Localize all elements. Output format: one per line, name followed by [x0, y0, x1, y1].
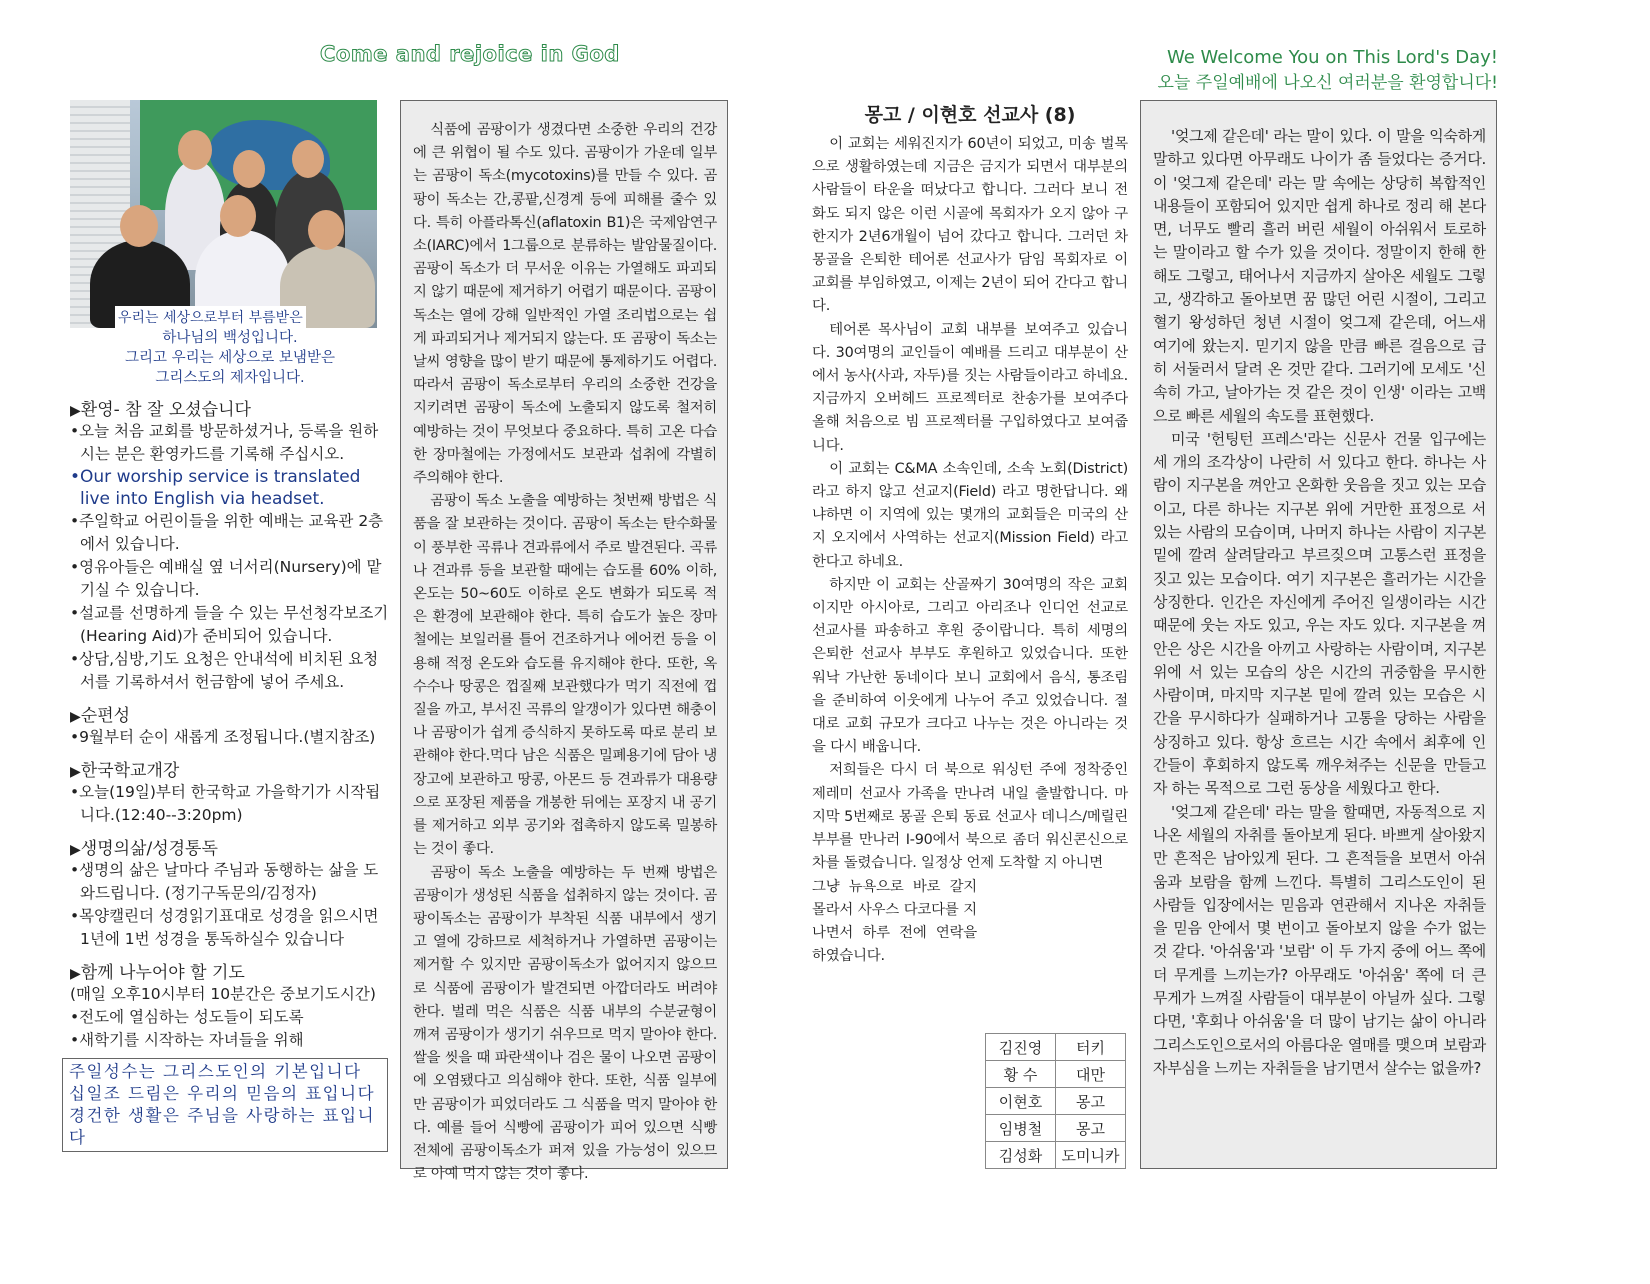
section-title-prayer: [70, 958, 390, 983]
announcement-item: •영유아들은 예배실 옆 너서리(Nursery)에 맡기실 수 있습니다.: [70, 558, 382, 599]
triangle-icon: ▶: [70, 403, 81, 419]
announcement-item: •오늘 처음 교회를 방문하셨거나, 등록을 원하시는 분은 환영카드를 기록해 주십시오.: [70, 422, 379, 463]
section-title-cell: [70, 701, 390, 726]
triangle-icon: ▶: [70, 966, 81, 982]
announcement-item-english: •Our worship service is translated live into English via headset.: [70, 467, 361, 509]
article-paragraph: 곰팡이 독소 노출을 예방하는 두 번째 방법은 곰팡이가 생성된 식품을 섭취하지 않는 것이다. 곰팡이독소는 곰팡이가 부착된 식품 내부에서 생기고 열에 강하므로 세척하거나 가열하면 곰팡이는 제거할 수 있지만 곰팡이독소가 없어지지 않으므로 식품에 곰팡이가 발견되면 아깝더라도 버려야 한다. 벌레 먹은 식품은 식품 내부의 수분균형이 깨져 곰팡이가 생기기 쉬우므로 먹지 말아야 한다. 쌀을 씻을 때 파란색이나 검은 물이 나오면 곰팡이에 오염됐다고 의심해야 한다. 또한, 식품 일부에만 곰팡이가 피었더라도 그 식품을 먹지 말아야 한다. 예를 들어 식빵에 곰팡이가 피어 있으면 식빵 전체에 곰팡이독소가 퍼져 있을 가능성이 있으므로 아예 먹지 않는 것이 좋다.: [413, 864, 717, 1183]
creed-box: [62, 1058, 388, 1152]
health-article: [400, 100, 728, 1183]
missionary-country: 대만: [1056, 1061, 1126, 1088]
announcement-item: •설교를 선명하게 들을 수 있는 무선청각보조기(Hearing Aid)가 준비되어 있습니다.: [70, 604, 389, 645]
prayer-item: •새학기를 시작하는 자녀들을 위해: [70, 1031, 304, 1049]
table-row: [986, 1061, 1126, 1088]
section-title-welcome: [70, 395, 390, 420]
triangle-icon: ▶: [70, 764, 81, 780]
announcement-item: •주일학교 어린이들을 위한 예배는 교육관 2층에서 있습니다.: [70, 512, 384, 553]
section-title-text: 순편성: [80, 706, 131, 726]
mission-title: 몽고 / 이현호 선교사 (8): [864, 104, 1076, 126]
missionary-name: 김진영: [986, 1034, 1056, 1061]
photo-caption-line: 그리고 우리는 세상으로 보냄받은: [125, 350, 335, 366]
announcements-column: [70, 100, 390, 1152]
missionary-name: 임병철: [986, 1115, 1056, 1142]
missionary-name: 황 수: [986, 1061, 1056, 1088]
article-paragraph: 이 교회는 세워진지가 60년이 되었고, 미송 벌목으로 생활하였는데 지금은 금지가 되면서 대부분의 사람들이 타운을 떠났다고 합니다. 그러다 보니 전화도 되지 않은 이런 시골에 목회자가 오지 않아 구한지가 2년6개월이 넘어 갔다고 합니다. 그러던 차 몽골을 은퇴한 테어론 선교사가 담임 목회자로 이 교회를 부임하였고, 이제는 2년이 되어 간다고 합니다.: [812, 136, 1128, 315]
welcome-korean: 오늘 주일예배에 나오신 여러분을 환영합니다!: [1157, 73, 1498, 93]
section-title-text: 환영- 참 잘 오셨습니다: [80, 400, 251, 420]
photo-caption-line: 하나님의 백성입니다.: [162, 330, 298, 346]
article-paragraph: 이 교회는 C&MA 소속인데, 소속 노회(District)라고 하지 않고 선교지(Field) 라고 명한답니다. 왜냐하면 이 지역에 있는 몇개의 교회들은 미국의 산지 오지에서 사역하는 선교지(Mission Field) 라고 한다고 하네요.: [812, 460, 1128, 570]
article-paragraph: '엊그제 같은데' 라는 말을 할때면, 자동적으로 지나온 세월의 자취를 돌아보게 된다. 바쁘게 살아왔지만 흔적은 남아있게 된다. 그 흔적들을 보면서 아쉬움과 보람을 함께 느낀다. 특별히 그리스도인이 된 사람들 입장에서는 믿음과 연관해서 지나온 자취들을 믿음 안에서 몇 번이고 돌아보지 않을 수가 없는 것 같다. '아쉬움'과 '보람' 이 두 가지 중에 어느 쪽에 더 무게를 느끼는가? 아무래도 '아쉬움' 쪽에 더 큰 무게가 느껴질 사람들이 대부분이 아닐까 싶다. 그렇다면, '후회나 아쉬움'을 더 많이 남기는 삶이 아니라 그리스도인으로서의 아름다운 열매를 맺으며 보람과 자부심을 느끼는 자취들을 남기면서 살수는 없을까?: [1153, 802, 1486, 1077]
article-paragraph: 곰팡이 독소 노출을 예방하는 첫번째 방법은 식품을 잘 보관하는 것이다. 곰팡이 독소는 탄수화물이 풍부한 곡류나 견과류에서 주로 발견된다. 곡류나 견과류 등을 보관할 때에는 습도를 60% 이하, 온도는 50~60도 이하로 온도 변화가 되도록 적은 환경에 보관해야 한다. 특히 습도가 높은 장마철에는 보일러를 틀어 건조하거나 에어컨 등을 이용해 적정 온도와 습도를 유지해야 한다. 또한, 옥수수나 땅콩은 껍질째 보관했다가 먹기 직전에 껍질을 까고, 부서진 곡류의 알갱이가 있다면 해충이나 곰팡이가 쉽게 증식하지 못하도록 따로 분리 보관해야 한다.먹다 남은 식품은 밀폐용기에 담아 냉장고에 보관하고 땅콩, 아몬드 등 견과류가 대용량으로 포장된 제품을 개봉한 뒤에는 포장지 내 공기를 제거하고 외부 공기와 접촉하지 않도록 밀봉하는 것이 좋다.: [413, 493, 717, 858]
creed-line: 경건한 생활은 주님을 사랑하는 표입니다: [69, 1106, 376, 1147]
triangle-icon: ▶: [70, 842, 81, 858]
prayer-note: (매일 오후10시부터 10분간은 중보기도시간): [70, 985, 376, 1003]
mission-article: [812, 100, 1128, 968]
triangle-icon: ▶: [70, 709, 81, 725]
header-right: [1158, 47, 1498, 93]
welcome-english: We Welcome You on This Lord's Day!: [1166, 47, 1498, 68]
table-row: [986, 1088, 1126, 1115]
article-paragraph: 식품에 곰팡이가 생겼다면 소중한 우리의 건강에 큰 위협이 될 수도 있다. 곰팡이가 가운데 일부는 곰팡이 독소(mycotoxins)를 만들 수 있다. 곰팡이 독소는 간,콩팥,신경계 등에 피해를 줄수 있다. 특히 아플라톡신(aflatoxin B1)은 국제암연구소(IARC)에서 1그룹으로 분류하는 발암물질이다. 곰팡이 독소가 더 무서운 이유는 가열해도 파괴되지 않기 때문에 제거하기 어렵기 때문이다. 곰팡이 독소는 열에 강해 일반적인 가열 조리법으로는 쉽게 파괴되거나 제거되지 않는다. 또 곰팡이 독소는 날씨 영향을 많이 받기 때문에 통제하기도 어렵다. 따라서 곰팡이 독소로부터 우리의 소중한 건강을 지키려면 곰팡이 독소에 노출되지 않도록 철저히 예방하는 것이 무엇보다 중요하다. 특히 고온 다습한 장마철에는 가정에서도 보관과 섭취에 각별히 주의해야 한다.: [413, 122, 717, 487]
article-paragraph-tail: 그냥 뉴욕으로 바로 갈지 몰라서 사우스 다코다를 지나면서 하루 전에 연락을 하였습니다.: [812, 878, 977, 965]
announcement-item: •상담,심방,기도 요청은 안내석에 비치된 요청서를 기록하셔서 헌금함에 넣어 주세요.: [70, 650, 379, 691]
table-row: [986, 1142, 1126, 1169]
missionaries-table: [985, 1033, 1126, 1169]
article-paragraph: '엊그제 같은데' 라는 말이 있다. 이 말을 익숙하게 말하고 있다면 아무래도 나이가 좀 들었다는 증거다. 이 '엊그제 같은데' 라는 말 속에는 상당히 복합적인 내용들이 포함되어 있지만 쉽게 하나로 정리 해 본다면, 너무도 빨리 흘러 버린 세월이 아쉬워서 토로하는 말이라고 할 수가 있을 것이다. 정말이지 한해 한해도 그렇고, 태어나서 지금까지 살아온 세월도 그렇고, 생각하고 돌아보면 꿈 많던 어린 시절이, 그리고 혈기 왕성하던 청년 시절이 엊그제 같은데, 어느새 여기에 왔는지. 믿기지 않을 만큼 빠른 걸음으로 급히 서둘러서 달려 온 것만 같다. 그러기에 모세도 '신속히 가고, 날아가는 것 같은 것이 인생' 이라는 고백으로 빠른 세월의 속도를 표현했다.: [1153, 127, 1486, 425]
announcement-item: •생명의 삶은 날마다 주님과 동행하는 삶을 도와드립니다. (정기구독문의/김정자): [70, 861, 379, 902]
prayer-item: •전도에 열심하는 성도들이 되도록: [70, 1008, 304, 1026]
article-paragraph: 테어론 목사님이 교회 내부를 보여주고 있습니다. 30여명의 교인들이 예배를 드리고 대부분이 산에서 농사(사과, 자두)를 짓는 사람들이라고 하네요. 지금까지 오버헤드 프로젝터로 찬송가를 보여주다 올해 처음으로 빔 프로젝터를 구입하였다고 보여줍니다.: [812, 321, 1128, 454]
section-title-bible: [70, 834, 390, 859]
missionary-name: 김성화: [986, 1142, 1056, 1169]
photo-caption-line: 그리스도의 제자입니다.: [155, 370, 305, 386]
group-photo: [70, 100, 377, 328]
article-paragraph: 저희들은 다시 더 북으로 워싱턴 주에 정착중인 제레미 선교사 가족을 만나려 내일 출발합니다. 마지막 5번째로 몽골 은퇴 동료 선교사 데니스/메릴린 부부를 만나러 I-90에서 북으로 좀더 워신콘신으로 차를 돌렸습니다. 일정상 언제 도착할 지 아니면: [812, 762, 1128, 872]
missionary-country: 도미니카: [1056, 1142, 1126, 1169]
header-left-title: Come and rejoice in God: [320, 42, 620, 66]
article-paragraph: 미국 '헌팅턴 프레스'라는 신문사 건물 입구에는 세 개의 조각상이 나란히 서 있다고 한다. 하나는 사람이 지구본을 껴안고 온화한 웃음을 짓고 있는 모습이고, 다른 하나는 지구본 위에 거만한 표정으로 서 있는 사람의 모습이며, 나머지 하나는 사람이 지구본 밑에 깔려 살려달라고 부르짖으며 고통스런 표정을 짓고 있는 모습이다. 여기 지구본은 흘러가는 시간을 상징한다. 인간은 자신에게 주어진 일생이라는 시간 때문에 웃는 자도 있고, 우는 자도 있다. 지구본을 껴안은 상은 시간을 아끼고 사랑하는 사람이며, 지구본 위에 서 있는 모습의 상은 시간의 귀중함을 무시한 사람이며, 마지막 지구본 밑에 깔려 있는 모습은 시간을 무시하다가 실패하거나 고통을 당하는 사람을 상징하고 있다. 항상 흐르는 시간 속에서 최후에 인간들이 후회하지 않도록 깨우쳐주는 신문을 만들고자 하는 목적으로 그런 동상을 세웠다고 한다.: [1153, 429, 1486, 798]
creed-line: 십일조 드림은 우리의 믿음의 표입니다: [69, 1084, 376, 1103]
section-title-text: 생명의삶/성경통독: [80, 839, 218, 859]
announcement-item: •9월부터 순이 새롭게 조정됩니다.(별지참조): [70, 728, 376, 746]
essay-article: [1140, 100, 1497, 1169]
announcement-item: •목양캘린더 성경읽기표대로 성경을 읽으시면 1년에 1번 성경을 통독하실수 있습니다: [70, 907, 379, 948]
section-title-school: [70, 756, 390, 781]
photo-overlay-caption: 우리는 세상으로부터 부름받은: [115, 306, 306, 328]
table-row: [986, 1115, 1126, 1142]
table-row: [986, 1034, 1126, 1061]
section-title-text: 한국학교개강: [80, 761, 180, 781]
photo-caption: [70, 328, 390, 388]
creed-line: 주일성수는 그리스도인의 기본입니다: [69, 1062, 362, 1081]
missionary-name: 이현호: [986, 1088, 1056, 1115]
missionary-country: 몽고: [1056, 1115, 1126, 1142]
article-paragraph: 하지만 이 교회는 산골짜기 30여명의 작은 교회이지만 아시아로, 그리고 아리조나 인디언 선교로 선교사를 파송하고 후원 중이랍니다. 특히 세명의 은퇴한 선교사 부부도 후원하고 있었습니다. 또한 워낙 가난한 동네이다 보니 교회에서 음식, 통조림을 준비하여 이웃에게 나누어 주고 있었습니다. 절대로 교회 규모가 크다고 나누는 것은 아니라는 것을 다시 배웁니다.: [812, 576, 1128, 756]
announcement-item: •오늘(19일)부터 한국학교 가을학기가 시작됩니다.(12:40--3:20pm): [70, 783, 381, 824]
section-title-text: 함께 나누어야 할 기도: [80, 963, 245, 983]
missionary-country: 몽고: [1056, 1088, 1126, 1115]
missionary-country: 터키: [1056, 1034, 1126, 1061]
